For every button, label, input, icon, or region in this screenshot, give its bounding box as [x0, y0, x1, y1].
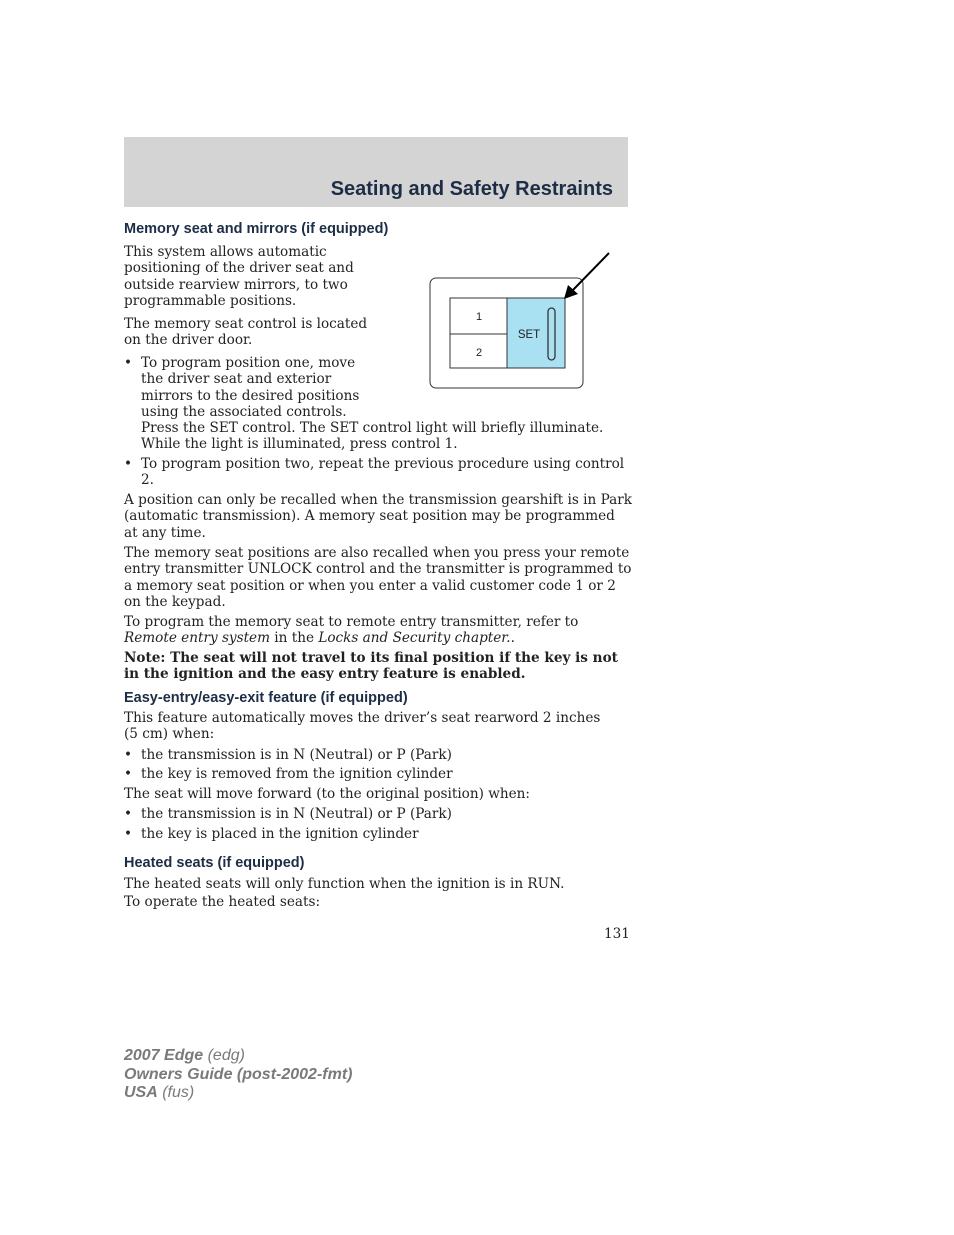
footer-model: 2007 Edge — [124, 1047, 204, 1064]
reference-end: . — [510, 630, 515, 647]
text-line: the key is removed from the ignition cylinder — [141, 766, 453, 782]
text-line: 2. — [141, 472, 154, 489]
header-band — [124, 137, 628, 207]
text-line: the driver seat and exterior — [141, 371, 332, 388]
text-line: a memory seat position or when you enter a valid customer code 1 or 2 — [124, 577, 616, 594]
easy-entry-intro-paragraph — [124, 710, 600, 743]
bullet-icon: • — [124, 747, 133, 763]
text-line: the transmission is in N (Neutral) or P (Park) — [141, 747, 452, 763]
text-line: mirrors to the desired positions — [141, 387, 360, 404]
text-line: The heated seats will only function when the ignition is in RUN. — [124, 876, 565, 892]
list-item — [124, 826, 419, 842]
reference-connector: in the — [269, 630, 319, 647]
text-line — [124, 630, 578, 646]
text-line: To program position two, repeat the previous procedure using control — [141, 456, 625, 472]
list-item — [124, 747, 452, 763]
text-line: at any time. — [124, 524, 206, 541]
footer-region-code: (fus) — [157, 1084, 195, 1101]
text-line: on the keypad. — [124, 593, 226, 610]
footer-line — [124, 1066, 352, 1085]
remote-entry-reference: Remote entry system — [124, 630, 270, 647]
text-line: The memory seat positions are also recalled when you press your remote — [124, 545, 630, 561]
text-line: To program position one, move — [141, 355, 356, 371]
button-1-label: 1 — [475, 311, 483, 323]
bullet-icon: • — [124, 355, 133, 371]
text-line: A position can only be recalled when the transmission gearshift is in Park — [124, 492, 632, 508]
text-line: Press the SET control. The SET control light will briefly illuminate. — [141, 420, 604, 437]
section-heading-heated-seats: Heated seats (if equipped) — [124, 855, 305, 871]
footer-region: USA — [124, 1084, 158, 1101]
set-button-label: SET — [517, 329, 541, 341]
memory-seat-control-illustration — [422, 248, 618, 393]
easy-entry-forward-paragraph — [124, 786, 530, 802]
section-heading-easy-entry: Easy-entry/easy-exit feature (if equipped) — [124, 690, 408, 706]
button-2-label: 2 — [475, 347, 483, 359]
text-line: The memory seat control is located — [124, 316, 368, 332]
memory-recall-paragraph — [124, 492, 632, 541]
text-line: programmable positions. — [124, 292, 297, 309]
footer-line — [124, 1084, 352, 1103]
memory-intro-paragraph — [124, 244, 354, 309]
section-heading-memory-seat: Memory seat and mirrors (if equipped) — [124, 221, 389, 237]
page-title: Seating and Safety Restraints — [330, 178, 613, 200]
text-line: on the driver door. — [124, 332, 253, 349]
text-line: the key is placed in the ignition cylinder — [141, 826, 419, 842]
list-item — [124, 456, 624, 489]
locks-security-reference: Locks and Security chapter. — [318, 630, 511, 647]
text-line: (automatic transmission). A memory seat position may be programmed — [124, 508, 615, 525]
text-line: To program the memory seat to remote entry transmitter, refer to — [124, 614, 579, 630]
text-line: (5 cm) when: — [124, 726, 215, 743]
memory-program-remote-paragraph — [124, 614, 578, 647]
text-line: outside rearview mirrors, to two — [124, 276, 348, 293]
text-line: positioning of the driver seat and — [124, 260, 354, 277]
list-item — [124, 766, 453, 782]
text-line: in the ignition and the easy entry feature is enabled. — [124, 666, 526, 683]
text-line: The seat will move forward (to the original position) when: — [124, 786, 531, 802]
memory-location-paragraph — [124, 316, 367, 349]
footer-line — [124, 1047, 352, 1066]
memory-remote-paragraph — [124, 545, 631, 610]
text-line: This system allows automatic — [124, 244, 327, 260]
arrow-line — [572, 253, 609, 291]
bullet-icon: • — [124, 456, 133, 472]
page-number: 131 — [604, 926, 630, 942]
text-line: While the light is illuminated, press control 1. — [141, 436, 458, 453]
text-line: To operate the heated seats: — [124, 894, 321, 911]
list-item — [124, 806, 452, 822]
heated-seats-paragraph — [124, 876, 564, 911]
document-footer — [124, 1047, 352, 1103]
text-line: entry transmitter UNLOCK control and the transmitter is programmed to — [124, 561, 632, 578]
memory-note — [124, 650, 618, 683]
footer-model-code: (edg) — [203, 1047, 245, 1064]
text-line: Note: The seat will not travel to its final position if the key is not — [124, 650, 618, 666]
text-line: This feature automatically moves the driver’s seat rearword 2 inches — [124, 710, 601, 726]
bullet-icon: • — [124, 826, 133, 842]
bullet-icon: • — [124, 806, 133, 822]
text-line: using the associated controls. — [141, 403, 347, 420]
footer-guide: Owners Guide (post-2002-fmt) — [124, 1065, 353, 1083]
bullet-icon: • — [124, 766, 133, 782]
text-line: the transmission is in N (Neutral) or P (Park) — [141, 806, 452, 822]
